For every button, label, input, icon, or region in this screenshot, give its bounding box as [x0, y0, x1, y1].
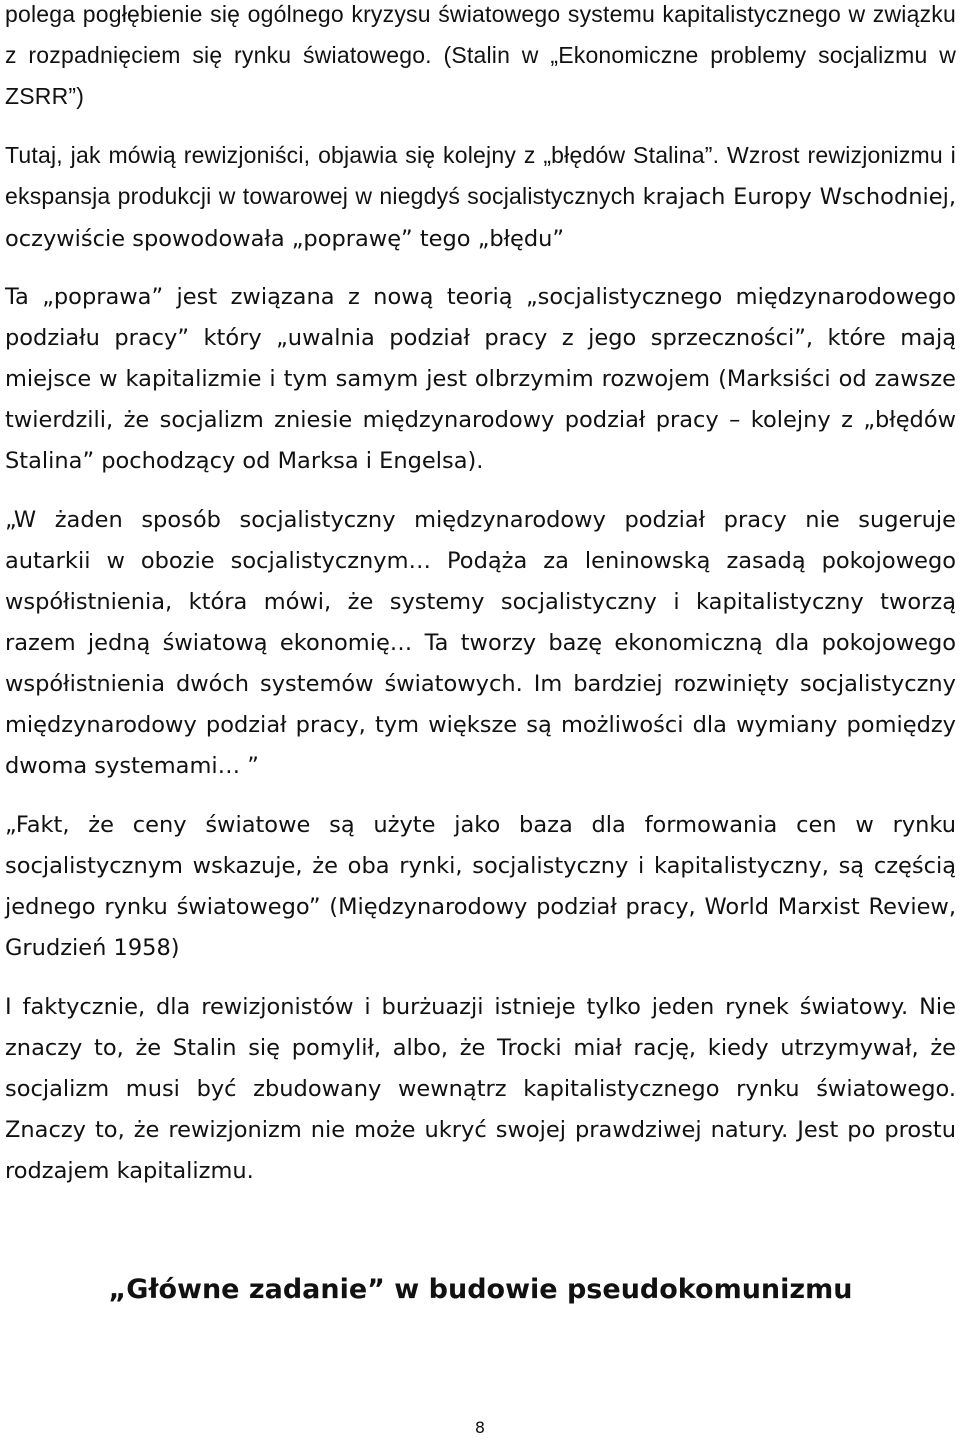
page-number: 8: [474, 1418, 486, 1437]
section-heading: „Główne zadanie” w budowie pseudokomunizmu: [108, 1274, 853, 1305]
paragraph-quote-world-prices: „Fakt, że ceny światowe są użyte jako baza dla formowania cen w rynku socjalistycznym wskazuje, że oba rynki, socjalistyczny i kapitalistyczny, są częścią jednego rynku światowego” (Międzynarodowy podział pracy, World Marxist Review, Grudzień 1958): [5, 812, 956, 961]
paragraph-revisionists-errors-part1: Tutaj, jak mówią rewizjoniści, objawia się kolejny z „błędów Stalina”. Wzrost rewizjonizmu i ekspansja produkcji w towarowej w niegdyś socjalistycznych: [5, 142, 956, 209]
paragraph-one-world-market: I faktycznie, dla rewizjonistów i burżuazji istnieje tylko jeden rynek światowy. Nie znaczy to, że Stalin się pomylił, albo, że Trocki miał rację, kiedy utrzymywał, że socjalizm musi być zbudowany wewnątrz kapitalistycznego rynku światowego. Znaczy to, że rewizjonizm nie może ukryć swojej prawdziwej natury. Jest po prostu rodzajem kapitalizmu.: [5, 994, 956, 1184]
paragraph-revisionists-errors-part2: krajach Europy Wschodniej, oczywiście spowodowała „poprawę” tego „błędu”: [5, 184, 956, 252]
paragraph-quote-coexistence: „W żaden sposób socjalistyczny międzynarodowy podział pracy nie sugeruje autarkii w obozie socjalistycznym… Podąża za leninowską zasadą pokojowego współistnienia, która mówi, że systemy socjalistyczny i kapitalistyczny tworzą razem jedną światową ekonomię… Ta tworzy bazę ekonomiczną dla pokojowego współistnienia dwóch systemów światowych. Im bardziej rozwinięty socjalistyczny międzynarodowy podział pracy, tym większe są możliwości dla wymiany pomiędzy dwoma systemami… ”: [5, 507, 956, 779]
paragraph-revisionists-errors: [5, 135, 956, 260]
paragraph-stalin-quote-end: polega pogłębienie się ogólnego kryzysu światowego systemu kapitalistycznego w związku z rozpadnięciem się rynku światowego. (Stalin w „Ekonomiczne problemy socjalizmu w ZSRR”): [5, 1, 956, 109]
paragraph-division-of-labour: Ta „poprawa” jest związana z nową teorią „socjalistycznego międzynarodowego podziału pracy” który „uwalnia podział pracy z jego sprzeczności”, które mają miejsce w kapitalizmie i tym samym jest olbrzymim rozwojem (Marksiści od zawsze twierdzili, że socjalizm zniesie międzynarodowy podział pracy – kolejny z „błędów Stalina” pochodzący od Marksa i Engelsa).: [5, 284, 956, 474]
